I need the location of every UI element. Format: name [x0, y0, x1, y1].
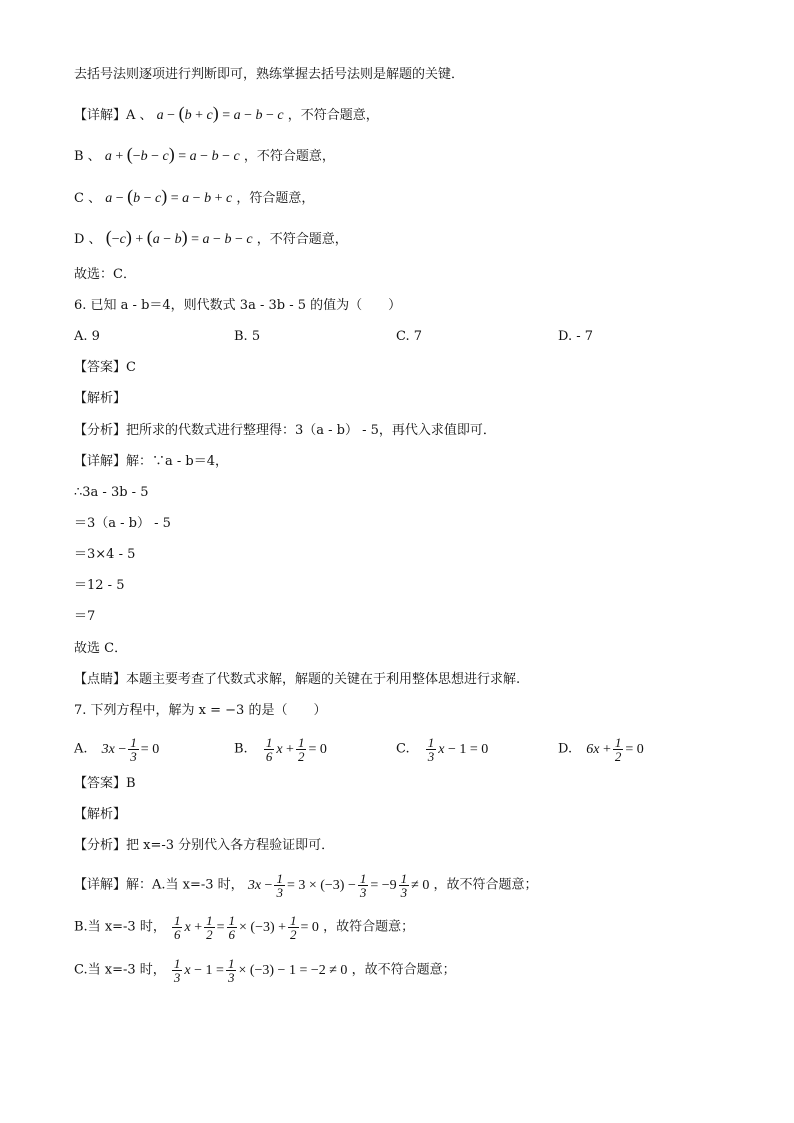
detail-c-line [74, 187, 314, 208]
math-expression: (−c) + (a − b) = a − b − c [105, 227, 253, 247]
option-b: B. 5 [234, 329, 261, 344]
step-line: ＝3（a - b） - 5 [74, 516, 171, 531]
math-expression: a + (−b − c) = a − b − c [104, 144, 240, 164]
answer-line: 【答案】C [74, 360, 136, 375]
verdict: ，符合题意， [236, 191, 315, 206]
analysis-line: 【分析】把 x=-3 分别代入各方程验证即可． [74, 838, 335, 853]
math-expression: 6x + $\frac{1}{2}$ = 0 [586, 735, 644, 764]
remark-line: 【点睛】本题主要考查了代数式求解，解题的关键在于利用整体思想进行求解. [74, 672, 521, 687]
step-line: ＝7 [74, 609, 96, 624]
option-d [558, 736, 644, 763]
math-expression: a − (b + c) = a − b − c [156, 103, 284, 123]
label: B.当 x=-3 时， [74, 919, 166, 935]
math-expression: $\frac{1}{6}$ x + $\frac{1}{2}$ = $\frac{1}{6}$ × (−3) + $\frac{1}{2}$ = 0 [173, 913, 319, 942]
analysis-heading: 【解析】 [74, 391, 127, 406]
label: C 、 [74, 191, 102, 206]
step-line: ＝12 - 5 [74, 578, 125, 593]
verdict: ，不符合题意， [256, 232, 348, 247]
choice-line: 故选：C． [74, 267, 136, 282]
math-expression: a − (b − c) = a − b + c [105, 186, 233, 206]
detail-b-line [74, 914, 414, 941]
label: B 、 [74, 149, 101, 164]
math-expression: $\frac{1}{3}$ x − 1 = $\frac{1}{3}$ × (−3) − 1 = −2 ≠ 0 [173, 956, 348, 985]
detail-line: 【详解】解：∵a - b＝4， [74, 454, 229, 469]
verdict: ，故不符合题意； [433, 877, 538, 893]
detail-c-line [74, 957, 456, 984]
math-expression: 3x − $\frac{1}{3}$ = 3 × (−3) − $\frac{1}{3}$ = −9 $\frac{1}{3}$ ≠ 0 [247, 871, 430, 900]
verdict: ，不符合题意， [287, 108, 379, 123]
detail-d-line [74, 228, 348, 249]
detail-a-line [74, 872, 538, 899]
text-line: 去括号法则逐项进行判断即可，熟练掌握去括号法则是解题的关键． [74, 67, 465, 82]
label: 【详解】解：A.当 x=-3 时， [74, 877, 244, 893]
option-d: D. - 7 [558, 329, 594, 344]
option-label: B. [234, 741, 248, 757]
option-label: A. [74, 741, 88, 757]
label: C.当 x=-3 时， [74, 962, 166, 978]
choice-line: 故选 C． [74, 641, 128, 656]
answer-line: 【答案】B [74, 776, 136, 791]
math-expression: 3x − $\frac{1}{3}$ = 0 [101, 735, 160, 764]
option-a: A. 9 [74, 329, 100, 344]
analysis-heading: 【解析】 [74, 807, 127, 822]
verdict: ，不符合题意， [243, 149, 335, 164]
step-line: ∴3a - 3b - 5 [74, 485, 149, 500]
math-expression: $\frac{1}{6}$ x + $\frac{1}{2}$ = 0 [265, 735, 327, 764]
option-c: C. 7 [396, 329, 423, 344]
detail-b-line [74, 145, 335, 166]
option-label: C. [396, 741, 410, 757]
verdict: ，故不符合题意； [351, 962, 456, 978]
option-label: D. [558, 741, 573, 757]
verdict: ，故符合题意； [323, 919, 415, 935]
option-a [74, 736, 159, 763]
step-line: ＝3×4 - 5 [74, 547, 136, 562]
analysis-line: 【分析】把所求的代数式进行整理得：3（a - b） - 5，再代入求值即可． [74, 423, 496, 438]
label: D 、 [74, 232, 102, 247]
option-c [396, 736, 488, 763]
math-expression: $\frac{1}{3}$ x − 1 = 0 [427, 735, 489, 764]
question-6: 6. 已知 a - b＝4，则代数式 3a - 3b - 5 的值为（ ） [74, 298, 402, 313]
detail-a-line [74, 104, 379, 125]
label: 【详解】A 、 [74, 108, 153, 123]
option-b [234, 736, 327, 763]
question-7: 7. 下列方程中，解为 x = −3 的是（ ） [74, 703, 327, 718]
